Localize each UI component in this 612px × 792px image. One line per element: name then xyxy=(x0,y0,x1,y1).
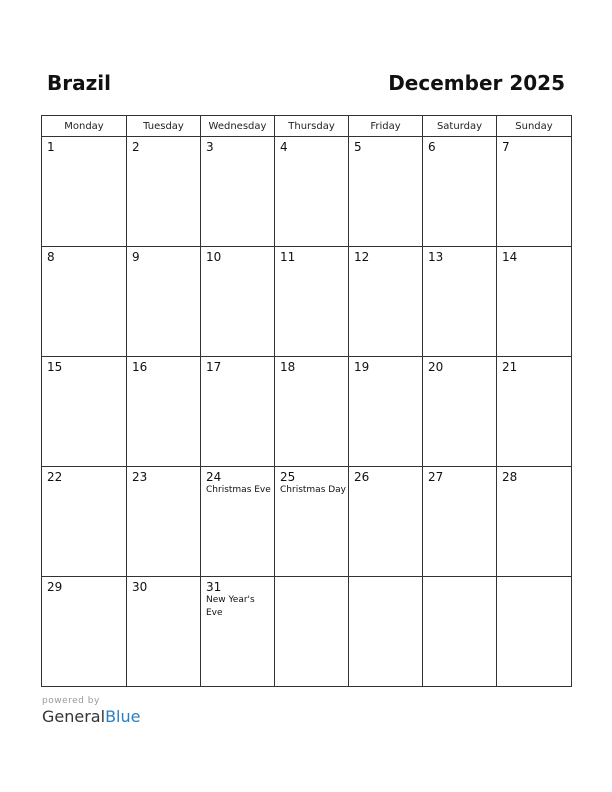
day-cell xyxy=(275,577,349,687)
holiday-label: Christmas Day xyxy=(280,485,347,495)
day-number: 17 xyxy=(206,360,222,374)
day-number: 2 xyxy=(132,140,140,154)
day-cell xyxy=(349,357,423,467)
day-cell xyxy=(127,467,201,577)
day-number: 6 xyxy=(428,140,436,154)
holiday-label: New Year's Eve xyxy=(206,595,255,618)
day-cell xyxy=(127,357,201,467)
day-cell xyxy=(275,357,349,467)
day-cell xyxy=(423,357,497,467)
week-row xyxy=(42,357,572,467)
day-number: 10 xyxy=(206,250,222,264)
day-cell xyxy=(275,247,349,357)
weekday-header-row xyxy=(42,116,572,137)
day-number: 23 xyxy=(132,470,148,484)
day-cell xyxy=(275,467,349,577)
day-cell xyxy=(127,137,201,247)
week-row xyxy=(42,467,572,577)
day-number: 27 xyxy=(428,470,444,484)
day-number: 31 xyxy=(206,580,222,594)
day-cell xyxy=(349,137,423,247)
day-cell xyxy=(275,137,349,247)
day-number: 18 xyxy=(280,360,296,374)
logo-general-text: General xyxy=(42,707,106,726)
weekday-header: Monday xyxy=(42,116,127,137)
day-number: 21 xyxy=(502,360,518,374)
month-year-title: December 2025 xyxy=(388,71,565,95)
day-number: 22 xyxy=(47,470,63,484)
weekday-header: Tuesday xyxy=(127,116,201,137)
day-cell xyxy=(42,247,127,357)
day-number: 28 xyxy=(502,470,518,484)
day-cell xyxy=(349,247,423,357)
day-number: 12 xyxy=(354,250,370,264)
day-cell xyxy=(127,247,201,357)
day-cell xyxy=(42,357,127,467)
holiday-label: Christmas Eve xyxy=(206,485,271,495)
day-number: 8 xyxy=(47,250,55,264)
day-cell xyxy=(497,357,572,467)
week-row xyxy=(42,247,572,357)
day-number: 5 xyxy=(354,140,362,154)
logo-blue-text: Blue xyxy=(105,707,141,726)
country-title: Brazil xyxy=(47,71,111,95)
day-cell xyxy=(497,467,572,577)
day-cell xyxy=(201,357,275,467)
day-number: 14 xyxy=(502,250,518,264)
day-cell xyxy=(349,467,423,577)
day-number: 20 xyxy=(428,360,444,374)
day-cell xyxy=(201,137,275,247)
day-number: 4 xyxy=(280,140,288,154)
generalblue-logo[interactable] xyxy=(42,707,140,726)
day-cell xyxy=(497,137,572,247)
day-number: 15 xyxy=(47,360,63,374)
day-number: 7 xyxy=(502,140,510,154)
day-cell xyxy=(423,137,497,247)
day-cell xyxy=(42,577,127,687)
day-number: 9 xyxy=(132,250,140,264)
day-number: 25 xyxy=(280,470,296,484)
week-row xyxy=(42,137,572,247)
weekday-header: Friday xyxy=(349,116,423,137)
weekday-header: Sunday xyxy=(497,116,572,137)
day-number: 30 xyxy=(132,580,148,594)
day-cell xyxy=(423,577,497,687)
day-cell xyxy=(42,467,127,577)
calendar-grid xyxy=(41,115,572,687)
day-number: 13 xyxy=(428,250,444,264)
weekday-header: Thursday xyxy=(275,116,349,137)
day-number: 1 xyxy=(47,140,55,154)
day-cell xyxy=(423,467,497,577)
day-cell xyxy=(127,577,201,687)
day-number: 11 xyxy=(280,250,296,264)
weekday-header: Wednesday xyxy=(201,116,275,137)
day-number: 26 xyxy=(354,470,370,484)
powered-by-text: powered by xyxy=(42,696,100,706)
day-number: 29 xyxy=(47,580,63,594)
day-cell xyxy=(201,467,275,577)
day-cell xyxy=(42,137,127,247)
week-row xyxy=(42,577,572,687)
day-cell xyxy=(201,577,275,687)
day-number: 19 xyxy=(354,360,370,374)
generalblue-branding[interactable] xyxy=(42,696,140,726)
day-cell xyxy=(201,247,275,357)
day-number: 16 xyxy=(132,360,148,374)
day-cell xyxy=(497,247,572,357)
day-cell xyxy=(497,577,572,687)
day-number: 24 xyxy=(206,470,222,484)
day-cell xyxy=(423,247,497,357)
day-number: 3 xyxy=(206,140,214,154)
day-cell xyxy=(349,577,423,687)
weekday-header: Saturday xyxy=(423,116,497,137)
